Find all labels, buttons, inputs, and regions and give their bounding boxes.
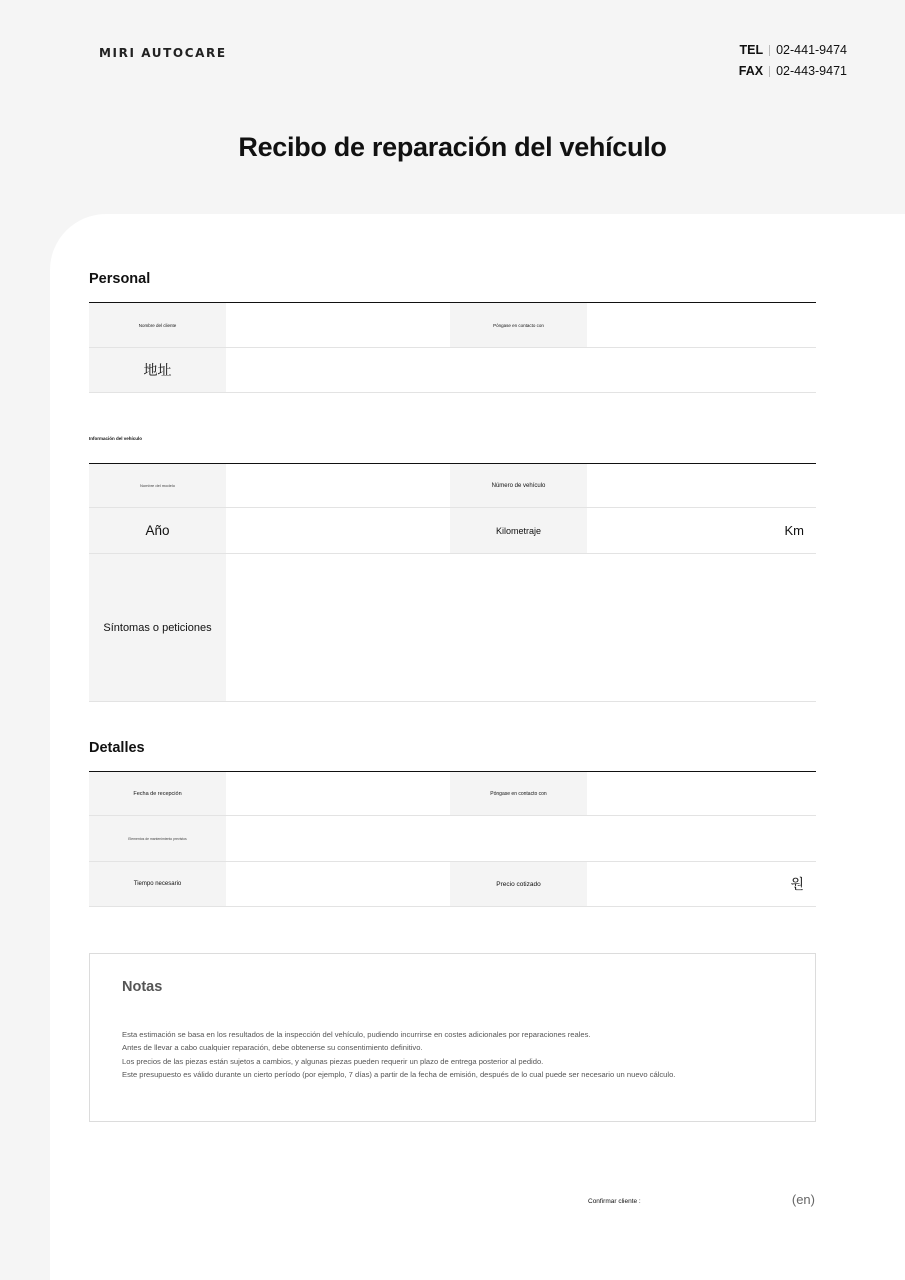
maintenance-field[interactable] [226,816,816,861]
mileage-unit: Km [784,523,804,538]
table-row [89,554,816,702]
price-field[interactable] [587,862,816,906]
address-label: 地址 [89,348,226,392]
contact-field[interactable] [587,303,816,347]
tel-row [739,40,847,61]
model-field[interactable] [226,464,450,507]
mileage-field[interactable] [587,508,816,553]
reception-date-field[interactable] [226,772,450,815]
year-label: Año [89,508,226,553]
mileage-label: Kilometraje [450,508,587,553]
section-title-vehicle: Información del vehículo [89,436,143,441]
time-field[interactable] [226,862,450,906]
year-field[interactable] [226,508,450,553]
fax-row [739,61,847,82]
note-line: Antes de llevar a cabo cualquier reparación, debe obtenerse su consentimiento definitivo. [122,1043,423,1053]
maintenance-label: Elementos de mantenimiento previstos [89,816,226,861]
price-unit: 원 [790,876,804,892]
contact-info [739,40,847,82]
fax-number: 02-443-9471 [776,64,847,78]
note-line: Los precios de las piezas están sujetos a cambios, y algunas piezas pueden requerir un plazo de entrega posterior al pedido. [122,1056,544,1066]
note-line: Esta estimación se basa en los resultados de la inspección del vehículo, pudiendo incurrirse en costes adicionales por reparaciones reales. [122,1030,591,1039]
section-title-personal: Personal [89,271,151,287]
model-label: Nombre del modelo [89,464,226,507]
details-contact-field[interactable] [587,772,816,815]
tel-number: 02-441-9474 [776,43,847,57]
table-row [89,348,816,393]
section-title-details: Detalles [89,740,145,756]
customer-name-field[interactable] [226,303,450,347]
divider [769,66,770,77]
reception-date-label: Fecha de recepción [89,772,226,815]
vehicle-table [89,463,816,702]
fax-label: FAX [738,64,764,78]
company-logo: MIRI AUTOCARE [99,46,227,60]
price-label: Precio cotizado [450,862,587,906]
personal-table [89,302,816,393]
notes-body [122,1028,675,1082]
symptoms-label: Síntomas o peticiones [89,554,226,701]
form-sheet [50,214,905,1280]
table-row [89,508,816,554]
table-row [89,303,816,348]
details-table [89,771,816,907]
notes-title: Notas [122,979,163,995]
table-row [89,816,816,862]
symptoms-field[interactable] [226,554,816,701]
table-row [89,772,816,816]
table-row [89,862,816,907]
time-label: Tiempo necesario [89,862,226,906]
page-title: Recibo de reparación del vehículo [238,132,667,162]
customer-name-label: Nombre del cliente [89,303,226,347]
divider [769,45,770,56]
contact-label: Póngase en contacto con [450,303,587,347]
tel-label: TEL [739,43,764,57]
note-line: Este presupuesto es válido durante un cierto período (por ejemplo, 7 días) a partir de la fecha de emisión, después de lo cual puede ser necesario un nuevo cálculo. [122,1070,676,1080]
vehicle-number-label: Número de vehículo [450,464,587,507]
vehicle-number-field[interactable] [587,464,816,507]
notes-box [89,953,816,1122]
details-contact-label: Póngase en contacto con [450,772,587,815]
confirm-suffix: (en) [791,1192,815,1207]
confirm-customer-label: Confirmar cliente : [588,1198,641,1205]
table-row [89,464,816,508]
address-field[interactable] [226,348,816,392]
